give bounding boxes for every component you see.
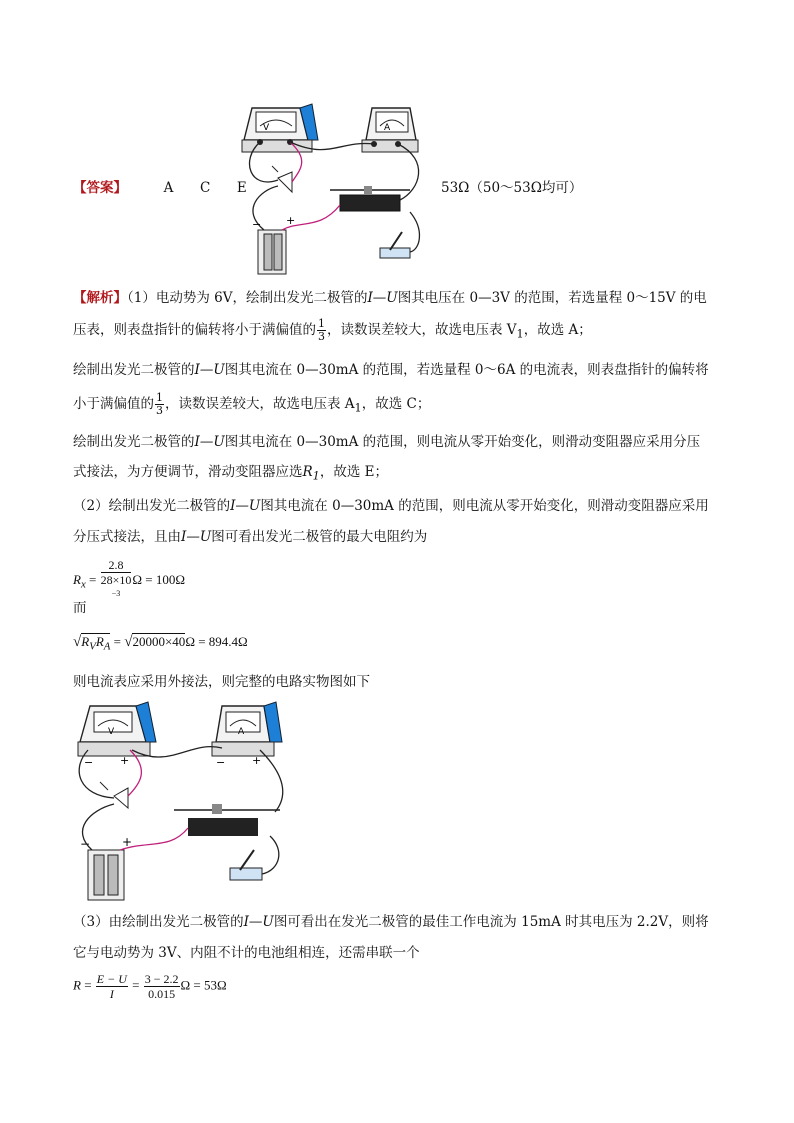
analysis-line-6: 式接法，为方便调节，滑动变阻器应选$R_1$，故选 E； (73, 464, 388, 483)
er-text: 而 (73, 600, 87, 616)
circuit-diagram-complete (70, 700, 300, 905)
svg-text:+: + (252, 754, 262, 767)
led-icon (272, 166, 292, 192)
analysis-line-11: 它与电动势为 3V、内阻不计的电池组相连，还需串联一个 (73, 945, 420, 961)
choice-2: C (199, 180, 211, 196)
voltmeter-label: V (263, 123, 270, 133)
choice-3: E (236, 180, 247, 196)
circuit-diagram-top (230, 100, 440, 280)
equation-r: R = $\frac{E - U}{I}$ = $\frac{3 - 2.2}{0.015}$ Ω = 53Ω (73, 972, 227, 1001)
analysis-line-9: 则电流表应采用外接法，则完整的电路实物图如下 (73, 674, 370, 690)
svg-text:+: + (122, 835, 133, 849)
ammeter-icon (362, 108, 418, 152)
analysis-line-10: （3）由绘制出发光二极管的I—U图可看出在发光二极管的最佳工作电流为 15mA 时其电压为 2.2V，则将 (73, 914, 709, 930)
switch-icon (230, 850, 262, 880)
choice-1: A (163, 180, 174, 196)
switch-icon (380, 232, 410, 258)
analysis-line-8: 分压式接法，且由I—U图可看出发光二极管的最大电阻约为 (73, 529, 428, 545)
ammeter-icon (212, 702, 282, 769)
ammeter-label: A (238, 727, 245, 737)
voltmeter-label: V (108, 727, 115, 737)
voltmeter-icon (242, 104, 318, 152)
rheostat-icon (174, 804, 280, 836)
rheostat-icon (330, 186, 410, 211)
equation-sqrt: $√R_VR_A = √20000\times 40\Omega = 894.4\Omega$ (73, 634, 248, 653)
fraction-one-third: $\frac{1}{3}$ (318, 317, 325, 343)
answer-resistance: 53Ω（50～53Ω均可） (441, 180, 583, 196)
answer-tag: 【答案】 (73, 180, 127, 196)
battery-minus-label: − (252, 218, 262, 231)
svg-text:−: − (84, 756, 94, 769)
battery-icon (258, 230, 286, 274)
analysis-line-1: 【解析】（1）电动势为 6V，绘制出发光二极管的I—U图其电压在 0—3V 的范围，若选量程 0～15V 的电 (73, 290, 707, 306)
analysis-line-4: 小于满偏值的 $\frac{1}{3}$ ，读数误差较大，故选电压表 $A_1$，故选 C； (73, 391, 431, 417)
analysis-line-7: （2）绘制出发光二极管的I—U图其电流在 0—30mA 的范围，则电流从零开始变化，则滑动变阻器应采用 (73, 498, 709, 514)
svg-text:−: − (80, 837, 91, 851)
svg-text:−: − (216, 756, 226, 769)
ammeter-label: A (384, 123, 391, 133)
analysis-line-3: 绘制出发光二极管的I—U图其电流在 0—30mA 的范围，若选量程 0～6A 的电流表，则表盘指针的偏转将 (73, 362, 709, 378)
svg-text:+: + (120, 754, 130, 767)
analysis-line-2: 压表，则表盘指针的偏转将小于满偏值的 $\frac{1}{3}$ ，读数误差较大，故选电压表 $V_1$，故选 A； (73, 317, 592, 343)
battery-plus-label: + (286, 214, 296, 227)
voltmeter-icon (78, 702, 156, 769)
answer-line (73, 178, 247, 198)
analysis-tag: 【解析】 (73, 290, 127, 306)
analysis-line-5: 绘制出发光二极管的I—U图其电流在 0—30mA 的范围，则电流从零开始变化，则滑动变阻器应采用分压 (73, 434, 701, 450)
equation-rx: $R_x$ = 2.8 28×10 $^{-3}$ Ω = 100Ω (73, 558, 186, 598)
